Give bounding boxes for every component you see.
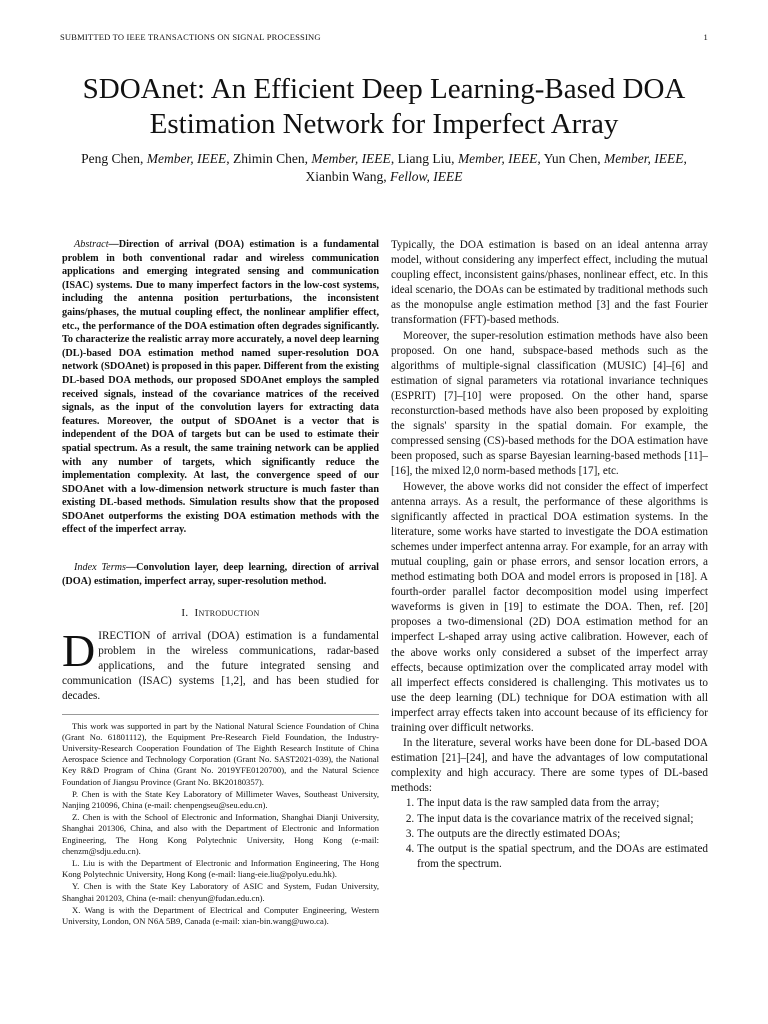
author-role: Member, IEEE — [457, 151, 538, 166]
intro-paragraph — [62, 624, 379, 704]
author-name: Peng Chen, — [81, 151, 144, 166]
list-item: 4. The output is the spatial spectrum, and the DOAs are estimated from the spectrum. — [417, 842, 708, 872]
abstract — [62, 238, 379, 537]
author-name: Liang Liu, — [397, 151, 455, 166]
author-name: Zhimin Chen, — [232, 151, 308, 166]
paper-title: SDOAnet: An Efficient Deep Learning-Based DOA Estimation Network for Imperfect Array — [82, 73, 686, 140]
section-title: Introduction — [194, 607, 260, 620]
list-item: 3. The outputs are the directly estimated DOAs; — [417, 827, 708, 842]
abstract-label: Abstract — [74, 239, 109, 250]
body-paragraph: However, the above works did not consider the effect of imperfect antenna arrays. As a result, the performance of these algorithms is significantly affected in practical DOA estimation systems. In the literature, some works have started to investigate the DOA estimation schemes under imperfect antenna array. For example, for an array with mutual coupling, gain or phase errors, and sensor location errors, a method estimating both DOA and model errors is proposed in [18]. A fourth-order parallel factor decomposition model using imperfect waveforms is given in [19] to estimate the DOA. Then, ref. [20] proposes a two-dimensional (2D) DOA estimation method for an imperfect L-shaped array using active calibration. However, each of the above works only considered a subset of the imperfect array effects, because optimization over the complicated array model with all imperfect effects considered is challenging. This motivates us to use the deep learning (DL) technique for DOA estimation with all imperfect array effects taken into account because of its efficiency for training over difficult networks. — [391, 480, 708, 734]
page-number: 1 — [703, 32, 708, 42]
footnote-author: P. Chen is with the State Key Laboratory of Millimeter Waves, Southeast University, Nanjing 210096, China (e-mail: chenpengseu@seu.edu.cn). — [62, 788, 379, 810]
footnote-author: X. Wang is with the Department of Electrical and Computer Engineering, Western University, London, ON N6A 5B9, Canada (e-mail: xian-bin.wang@uwo.ca). — [62, 904, 379, 926]
footnote-funding: This work was supported in part by the National Natural Science Foundation of China (Grant No. 61801112), the Equipment Pre-Research Field Foundation, the Industry-University-Research Cooperation Foundation of The Eighth Research Institute of China Aerospace Science and Technology Corporation (Grant No. SAST2021-039), the National Key R&D Program of China (Grant No. 2019YFE0120700), and the Natural Science Foundation of Jiangsu Province (Grant No. BK20180357). — [62, 720, 379, 787]
footnote-author: Y. Chen is with the State Key Laboratory of ASIC and System, Fudan University, Shanghai 201203, China (e-mail: chenyun@fudan.edu.cn). — [62, 881, 379, 903]
author-role: Member, IEEE — [311, 151, 391, 166]
footnote-author: L. Liu is with the Department of Electronic and Information Engineering, The Hong Kong Polytechnic University, Hong Kong (e-mail: liang-eie.liu@polyu.edu.hk). — [62, 857, 379, 880]
index-terms-text: —Convolution layer, deep learning, direction of arrival (DOA) estimation, imperfect array, super-resolution method. — [62, 562, 379, 587]
left-column — [62, 238, 379, 928]
list-item: 1. The input data is the raw sampled data from the array; — [417, 796, 708, 811]
abstract-text: —Direction of arrival (DOA) estimation is a fundamental problem in both conventional radar and wireless communication applications and emerging integrated sensing and communication (ISAC) systems. Due to many imperfect factors in the low-cost systems, including the antenna position perturbations, the inconsistent gains/phases, the mutual coupling effect, the nonlinear amplifier effect, etc., the performance of the DOA estimation often degrades significantly. To characterize the realistic array more accurately, a novel deep learning (DL)-based DOA estimation method named super-resolution DOA network (SDOAnet) is proposed in this paper. Different from the existing DL-based DOA methods, our proposed SDOAnet employs the sampled received signals, instead of the covariance matrices of the received signals, as the input of the convolution layers for extracting data features. Moreover, the output of SDOAnet is a vector that is independent of the DOA of targets but can be used to estimate their spatial spectrum. As a result, the same training network can be applied with any number of targets, which significantly reduce the implementation complexity. At last, the convergence speed of our SDOAnet with a low-dimension network structure is much faster than existing DL-based methods. Simulation results show that the proposed SDOAnet outperforms the existing DOA estimation methods with the effect of the imperfect array. — [62, 239, 379, 536]
section-heading — [62, 606, 379, 620]
drop-cap: D — [62, 624, 96, 676]
index-terms — [62, 561, 379, 588]
footnote-author: Z. Chen is with the School of Electronic and Information, Shanghai Dianji University, Shanghai 201306, China, and also with the Department of Electronic and Information Engineering, The Hong Kong Polytechnic University, Hong Kong (e-mail: chenzm@sdju.edu.cn). — [62, 812, 379, 856]
body-paragraph: Moreover, the super-resolution estimation methods have also been proposed. On one hand, subspace-based methods such as the algorithms of multiple-signal classification (MUSIC) [4]–[6] and estimation of signal parameters via rotational invariance techniques (ESPRIT) [7]–[10] were proposed. On the other hand, sparse reconsturction-based methods have also been proposed by exploiting the signals' sparsity in the spatial domain. For example, the compressed sensing (CS)-based methods for the DOA estimation have been proposed, such as sparse Bayesian learning-based methods [11]–[16], the mixed l2,0 norm-based methods [17], etc. — [391, 329, 708, 478]
running-head — [60, 32, 708, 42]
author-name: Yun Chen, — [543, 151, 601, 166]
index-terms-label: Index Terms — [74, 562, 126, 574]
right-column — [391, 238, 708, 872]
dl-method-types-list — [391, 796, 708, 871]
list-item: 2. The input data is the covariance matrix of the received signal; — [417, 812, 708, 827]
journal-name: SUBMITTED TO IEEE TRANSACTIONS ON SIGNAL PROCESSING — [60, 32, 321, 42]
body-paragraph: In the literature, several works have been done for DL-based DOA estimation [21]–[24], and have the advantages of low computational complexity and high accuracy. There are some types of DL-based methods: — [391, 737, 708, 795]
body-paragraph: Typically, the DOA estimation is based on an ideal antenna array model, without considering any imperfect effect, including the mutual coupling effect, inconsistent gains/phases, nonlinear effect, etc. In this ideal scenario, the DOAs can be estimated by traditional methods such as the monopulse angle estimation method [3] and the fast Fourier transformation (FFT)-based methods. — [391, 239, 708, 327]
author-role: Member, IEEE — [146, 151, 227, 166]
author-role: Fellow, IEEE — [390, 169, 463, 184]
author-name: Xianbin Wang, — [305, 169, 387, 184]
intro-text: IRECTION of arrival (DOA) estimation is a fundamental problem in the wireless communications, radar-based applications, and the future integrated sensing and communication (ISAC) systems [1,2], and has been studied for decades. — [62, 629, 379, 702]
footnotes — [62, 714, 379, 928]
author-list: Peng Chen, Member, IEEE, Zhimin Chen, Member, IEEE, Liang Liu, Member, IEEE, Yun Chen, Member, IEEE, Xianbin Wang, Fellow, IEEE — [81, 151, 687, 184]
section-number: I. — [181, 607, 189, 620]
author-role: Member, IEEE — [604, 151, 684, 166]
